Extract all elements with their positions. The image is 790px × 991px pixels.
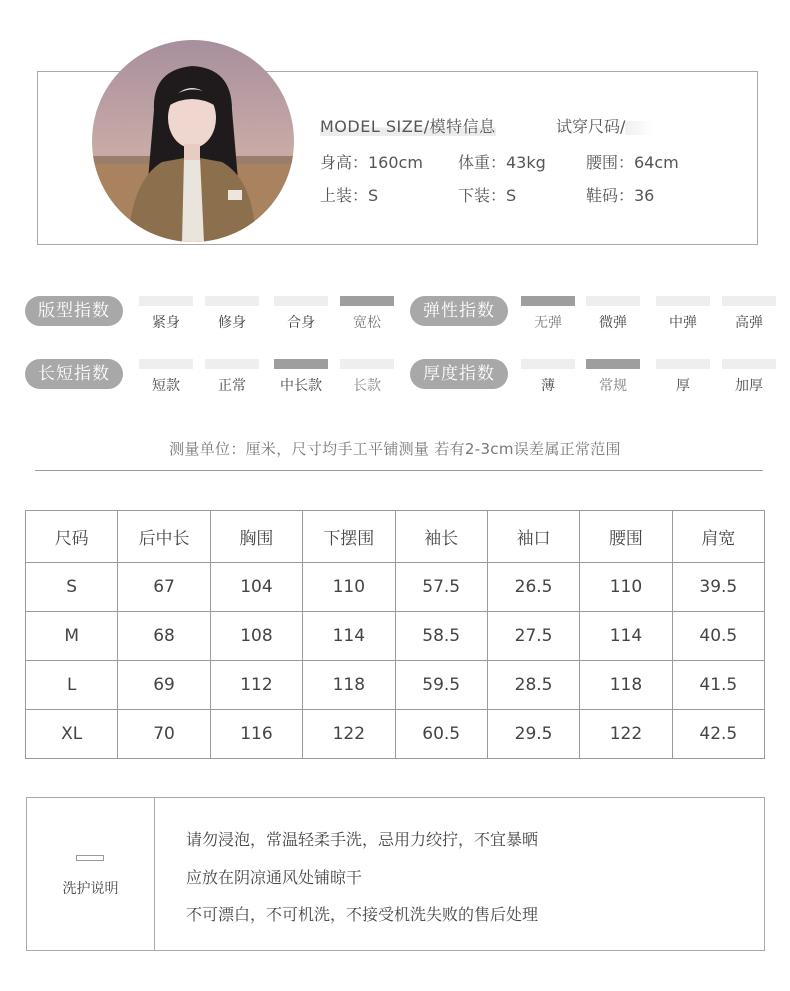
fit-option-regular: 合身	[274, 296, 328, 332]
model-photo-illustration	[92, 40, 294, 242]
table-cell: 67	[118, 563, 210, 612]
table-cell: 112	[210, 661, 302, 710]
table-cell: 114	[303, 612, 395, 661]
elasticity-option-slight: 微弹	[586, 296, 640, 332]
table-cell: 68	[118, 612, 210, 661]
table-cell: 70	[118, 710, 210, 759]
table-cell: 122	[303, 710, 395, 759]
table-cell: 118	[303, 661, 395, 710]
table-cell: M	[26, 612, 118, 661]
thickness-option-extra-thick: 加厚	[722, 359, 776, 395]
table-cell: 58.5	[395, 612, 487, 661]
model-height: 身高：160cm	[320, 153, 423, 172]
table-cell: XL	[26, 710, 118, 759]
table-cell: 39.5	[672, 563, 764, 612]
table-cell: 108	[210, 612, 302, 661]
table-cell: 57.5	[395, 563, 487, 612]
table-header-row	[26, 511, 765, 563]
care-line: 请勿浸泡，常温轻柔手洗，忌用力绞拧，不宜暴晒	[186, 830, 539, 849]
table-cell: 59.5	[395, 661, 487, 710]
elasticity-option-medium: 中弹	[656, 296, 710, 332]
table-cell: L	[26, 661, 118, 710]
table-row	[26, 612, 765, 661]
divider	[35, 470, 763, 471]
elasticity-option-high: 高弹	[722, 296, 776, 332]
column-header: 腰围	[580, 511, 672, 563]
length-index-label: 长短指数	[25, 359, 123, 389]
thickness-option-regular: 常规	[586, 359, 640, 395]
column-header: 袖长	[395, 511, 487, 563]
length-option-short: 短款	[139, 359, 193, 395]
table-cell: 26.5	[487, 563, 579, 612]
model-shoe-size: 鞋码：36	[586, 186, 655, 205]
care-title: 洗护说明	[62, 881, 119, 897]
table-cell: 110	[580, 563, 672, 612]
table-cell: 60.5	[395, 710, 487, 759]
size-table	[25, 510, 765, 759]
table-cell: 122	[580, 710, 672, 759]
table-cell: 116	[210, 710, 302, 759]
column-header: 尺码	[26, 511, 118, 563]
length-option-long: 长款	[340, 359, 394, 395]
model-weight: 体重：43kg	[458, 153, 546, 172]
table-cell: 40.5	[672, 612, 764, 661]
table-cell: 27.5	[487, 612, 579, 661]
table-row	[26, 661, 765, 710]
fit-option-slim: 修身	[205, 296, 259, 332]
trial-size: 试穿尺码/	[556, 114, 653, 137]
measurement-note: 测量单位：厘米，尺寸均手工平铺测量 若有2-3cm误差属正常范围	[169, 440, 621, 458]
table-cell: 28.5	[487, 661, 579, 710]
model-waist: 腰围：64cm	[586, 153, 679, 172]
elasticity-option-none: 无弹	[521, 296, 575, 332]
model-photo	[92, 40, 294, 242]
model-top-size: 上装：S	[320, 186, 379, 205]
blurred-value	[625, 121, 653, 135]
thickness-option-thin: 薄	[521, 359, 575, 395]
length-option-mid-long: 中长款	[274, 359, 328, 395]
table-cell: 42.5	[672, 710, 764, 759]
care-line: 应放在阴凉通风处铺晾干	[186, 868, 363, 887]
table-cell: 41.5	[672, 661, 764, 710]
model-bottom-size: 下装：S	[458, 186, 517, 205]
table-row	[26, 563, 765, 612]
model-size-title: MODEL SIZE/模特信息	[320, 117, 496, 136]
table-cell: 110	[303, 563, 395, 612]
length-option-normal: 正常	[205, 359, 259, 395]
column-header: 胸围	[210, 511, 302, 563]
care-instructions-box	[26, 797, 765, 951]
table-row	[26, 710, 765, 759]
column-header: 肩宽	[672, 511, 764, 563]
table-cell: 118	[580, 661, 672, 710]
fit-option-loose: 宽松	[340, 296, 394, 332]
column-header: 袖口	[487, 511, 579, 563]
column-header: 后中长	[118, 511, 210, 563]
column-header: 下摆围	[303, 511, 395, 563]
elasticity-index-label: 弹性指数	[410, 296, 508, 326]
care-line: 不可漂白，不可机洗，不接受机洗失败的售后处理	[186, 905, 539, 924]
table-cell: 114	[580, 612, 672, 661]
table-cell: 104	[210, 563, 302, 612]
table-cell: 69	[118, 661, 210, 710]
table-cell: 29.5	[487, 710, 579, 759]
care-divider	[154, 798, 155, 950]
thickness-index-label: 厚度指数	[410, 359, 508, 389]
care-title-mark	[76, 855, 104, 861]
table-cell: S	[26, 563, 118, 612]
fit-index-label: 版型指数	[25, 296, 123, 326]
thickness-option-thick: 厚	[656, 359, 710, 395]
fit-option-tight: 紧身	[139, 296, 193, 332]
